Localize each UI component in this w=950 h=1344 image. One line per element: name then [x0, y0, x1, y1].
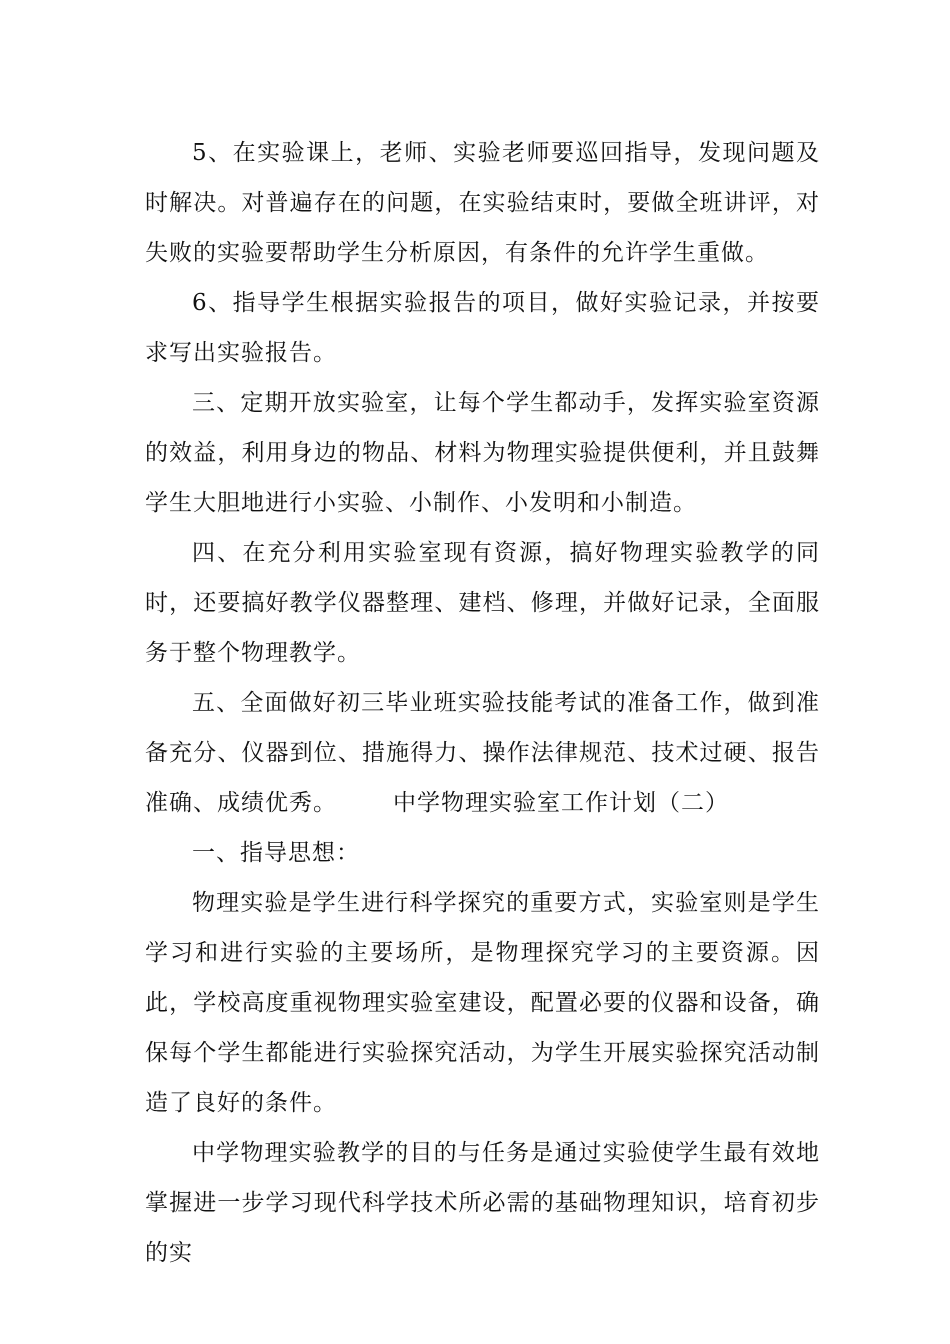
paragraph-lab-importance: 物理实验是学生进行科学探究的重要方式，实验室则是学生学习和进行实验的主要场所，是物理探究学习的主要资源。因此，学校高度重视物理实验室建设，配置必要的仪器和设备，确保每个学生都能进行实验探究活动，为学生开展实验探究活动制造了良好的条件。	[145, 890, 820, 1116]
heading-guiding-thought: 一、指导思想：	[192, 840, 360, 866]
paragraph-section-3: 三、定期开放实验室，让每个学生都动手，发挥实验室资源的效益，利用身边的物品、材料为物理实验提供便利，并且鼓舞学生大胆地进行小实验、小制作、小发明和小制造。	[145, 390, 820, 516]
paragraph-section-5	[145, 678, 820, 828]
paragraph-teaching-purpose: 中学物理实验教学的目的与任务是通过实验使学生最有效地掌握进一步学习现代科学技术所必需的基础物理知识，培育初步的实	[145, 1140, 820, 1266]
paragraph-section-4: 四、在充分利用实验室现有资源，搞好物理实验教学的同时，还要搞好教学仪器整理、建档、修理，并做好记录，全面服务于整个物理教学。	[145, 540, 820, 666]
document-body	[145, 128, 820, 1278]
paragraph-section-5-text: 五、全面做好初三毕业班实验技能考试的准备工作，做到准备充分、仪器到位、措施得力、操作法律规范、技术过硬、报告准确、成绩优秀。	[145, 690, 820, 816]
paragraph-item-6: 6、指导学生根据实验报告的项目，做好实验记录，并按要求写出实验报告。	[145, 290, 820, 366]
paragraph-item-5: 5、在实验课上，老师、实验老师要巡回指导，发现问题及时解决。对普遍存在的问题，在实验结束时，要做全班讲评，对失败的实验要帮助学生分析原因，有条件的允许学生重做。	[145, 140, 820, 266]
section-title: 中学物理实验室工作计划（二）	[393, 790, 729, 816]
